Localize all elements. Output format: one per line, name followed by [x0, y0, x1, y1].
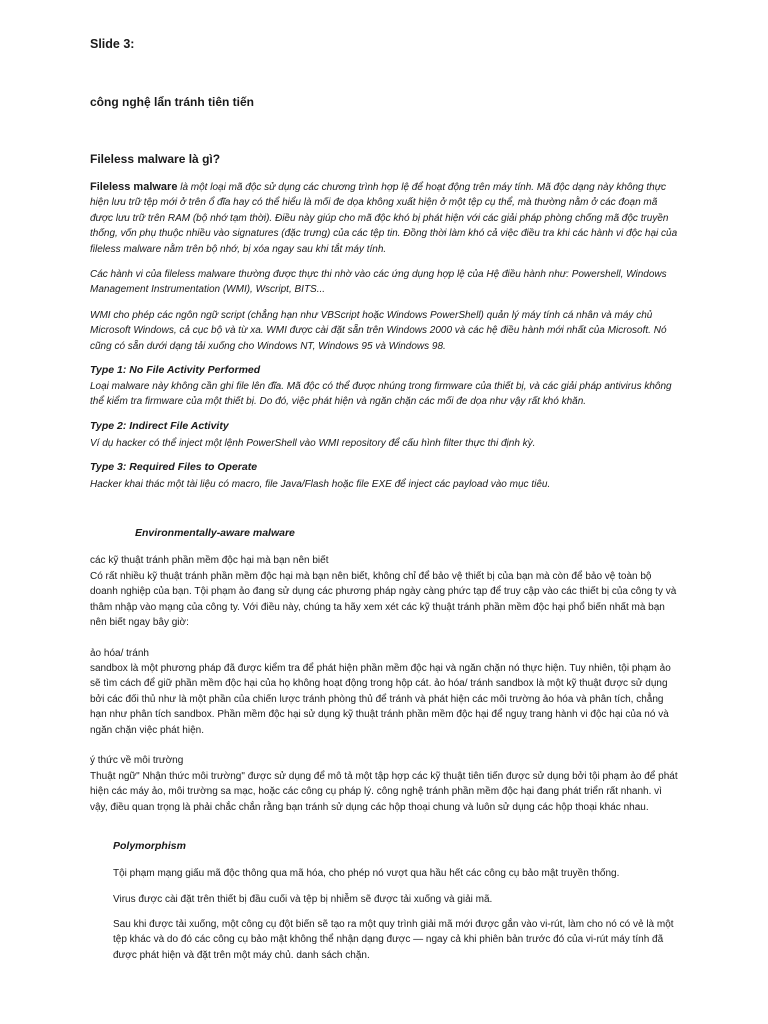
- slide-title: Slide 3:: [90, 37, 135, 51]
- type1-heading: Type 1: No File Activity Performed: [90, 364, 261, 376]
- fileless-lead-term: Fileless malware: [90, 181, 178, 193]
- env-intro-body: Có rất nhiều kỹ thuật tránh phần mềm độc hại mà bạn nên biết, không chỉ để bảo vệ thiết bị của bạn mà còn để bảo vệ toàn bộ doanh nghiệp của bạn. Tội phạm ảo đang sử dụng các phương pháp ngày càng phức tạp để truy cập vào các thiết bị của công ty và thâm nhập vào mạng của công ty. Với điều này, chúng ta hãy xem xét các kỹ thuật tránh phần mềm độc hại phổ biến nhất mà bạn nên biết ngay bây giờ:: [90, 571, 677, 629]
- env-awareness-title: ý thức về môi trường: [90, 755, 184, 766]
- wmi-paragraph: WMI cho phép các ngôn ngữ script (chẳng hạn như VBScript hoặc Windows PowerShell) quản lý máy tính cá nhân và máy chủ Microsoft Windows, cả cục bộ và từ xa. WMI được cài đặt sẵn trên Windows 2000 và các hệ điều hành mới nhất của Microsoft. Nó cũng có sẵn dưới dạng tải xuống cho Windows NT, Windows 95 và Windows 98.: [90, 310, 667, 352]
- type2-body: Ví dụ hacker có thể inject một lệnh PowerShell vào WMI repository để cấu hình filter thực thi định kỳ.: [90, 438, 536, 449]
- virtualization-body: sandbox là một phương pháp đã được kiểm tra để phát hiện phần mềm độc hại và ngăn chặn nó thực hiện. Tuy nhiên, tội phạm ảo sẽ tìm cách để giữ phần mềm độc hại của họ không hoạt động trong hộp cát. ảo hóa/ tránh sandbox là một kỹ thuật được sử dụng bởi các đối thủ như là một phần của chiến lược tránh phòng thủ để tránh và phát hiện các môi trường ảo hóa và phân tích, chẳng hạn như phân tích sandbox. Phần mềm độc hại sử dụng kỹ thuật tránh phần mềm độc hại để nguỵ trang hành vi độc hại của nó và ngăn chặn việc phát hiện.: [90, 663, 671, 736]
- env-awareness-body: Thuật ngữ" Nhận thức môi trường" được sử dụng để mô tả một tập hợp các kỹ thuật tiên tiến được sử dụng bởi tội phạm ảo để phát hiện các máy ảo, môi trường sa mạc, hoặc các công cụ pháp lý. công nghệ tránh phần mềm độc hại đang phát triển rất nhanh. vì vậy, điều quan trọng là phải chắc chắn rằng bạn tránh sử dụng các hộp thoại chung và luôn sử dụng các hộp thoại khác nhau.: [90, 771, 678, 813]
- env-aware-heading: Environmentally-aware malware: [135, 527, 295, 539]
- type3-heading: Type 3: Required Files to Operate: [90, 461, 258, 473]
- type2-heading: Type 2: Indirect File Activity: [90, 420, 229, 432]
- polymorphism-paragraph-3: Sau khi được tải xuống, một công cụ đột biến sẽ tạo ra một quy trình giải mã mới được gắn vào vi-rút, làm cho nó có vẻ là một tệp khác và do đó các công cụ bảo mật không thể nhận dạng được — ngay cả khi phiên bản trước đó của vi-rút máy tính đã được phát hiện và đặt trên một máy chủ. danh sách chặn.: [113, 919, 674, 961]
- polymorphism-paragraph-2: Virus được cài đặt trên thiết bị đầu cuối và tệp bị nhiễm sẽ được tải xuống và giải mã.: [113, 894, 493, 905]
- subtitle-heading: công nghệ lẩn tránh tiên tiến: [90, 95, 255, 109]
- fileless-intro-text: là một loại mã độc sử dụng các chương trình hợp lệ để hoạt động trên máy tính. Mã độc dạng này không thực hiện lưu trữ tệp mới ở trên ổ đĩa hay có thể hiểu là mối đe dọa không xuất hiện ở một tệp cụ thể, mà thường nằm ở các đoạn mã được lưu trữ trên RAM (bộ nhớ tạm thời). Điều này giúp cho mã độc khó bị phát hiện với các giải pháp phòng chống mã độc truyền thống, vốn phụ thuộc nhiều vào signatures (đặc trưng) của các tệp tin. Đồng thời làm khó cả việc điều tra khi các hành vi độc hại của fileless malware nằm trên bộ nhớ, bị xóa ngay sau khi tắt máy tính.: [90, 182, 678, 255]
- polymorphism-heading: Polymorphism: [113, 840, 186, 852]
- fileless-intro-paragraph: [90, 180, 680, 257]
- fileless-heading: Fileless malware là gì?: [90, 152, 221, 166]
- type1-body: Loại malware này không cần ghi file lên đĩa. Mã độc có thể được nhúng trong firmware của thiết bị, và các giải pháp antivirus không thể kiểm tra firmware của một thiết bị. Do đó, việc phát hiện và ngăn chặn các mối đe dọa như vậy rất khó khăn.: [90, 381, 672, 408]
- polymorphism-paragraph-1: Tội phạm mạng giấu mã độc thông qua mã hóa, cho phép nó vượt qua hầu hết các công cụ bảo mật truyền thống.: [113, 868, 620, 879]
- virtualization-title: ảo hóa/ tránh: [90, 648, 149, 659]
- fileless-apps-paragraph: Các hành vi của fileless malware thường được thực thi nhờ vào các ứng dụng hợp lệ của Hệ điều hành như: Powershell, Windows Management Instrumentation (WMI), Wscript, BITS...: [90, 269, 667, 296]
- env-intro-line: các kỹ thuật tránh phần mềm độc hại mà bạn nên biết: [90, 555, 329, 566]
- type3-body: Hacker khai thác một tài liệu có macro, file Java/Flash hoặc file EXE để inject các payload vào mục tiêu.: [90, 479, 551, 490]
